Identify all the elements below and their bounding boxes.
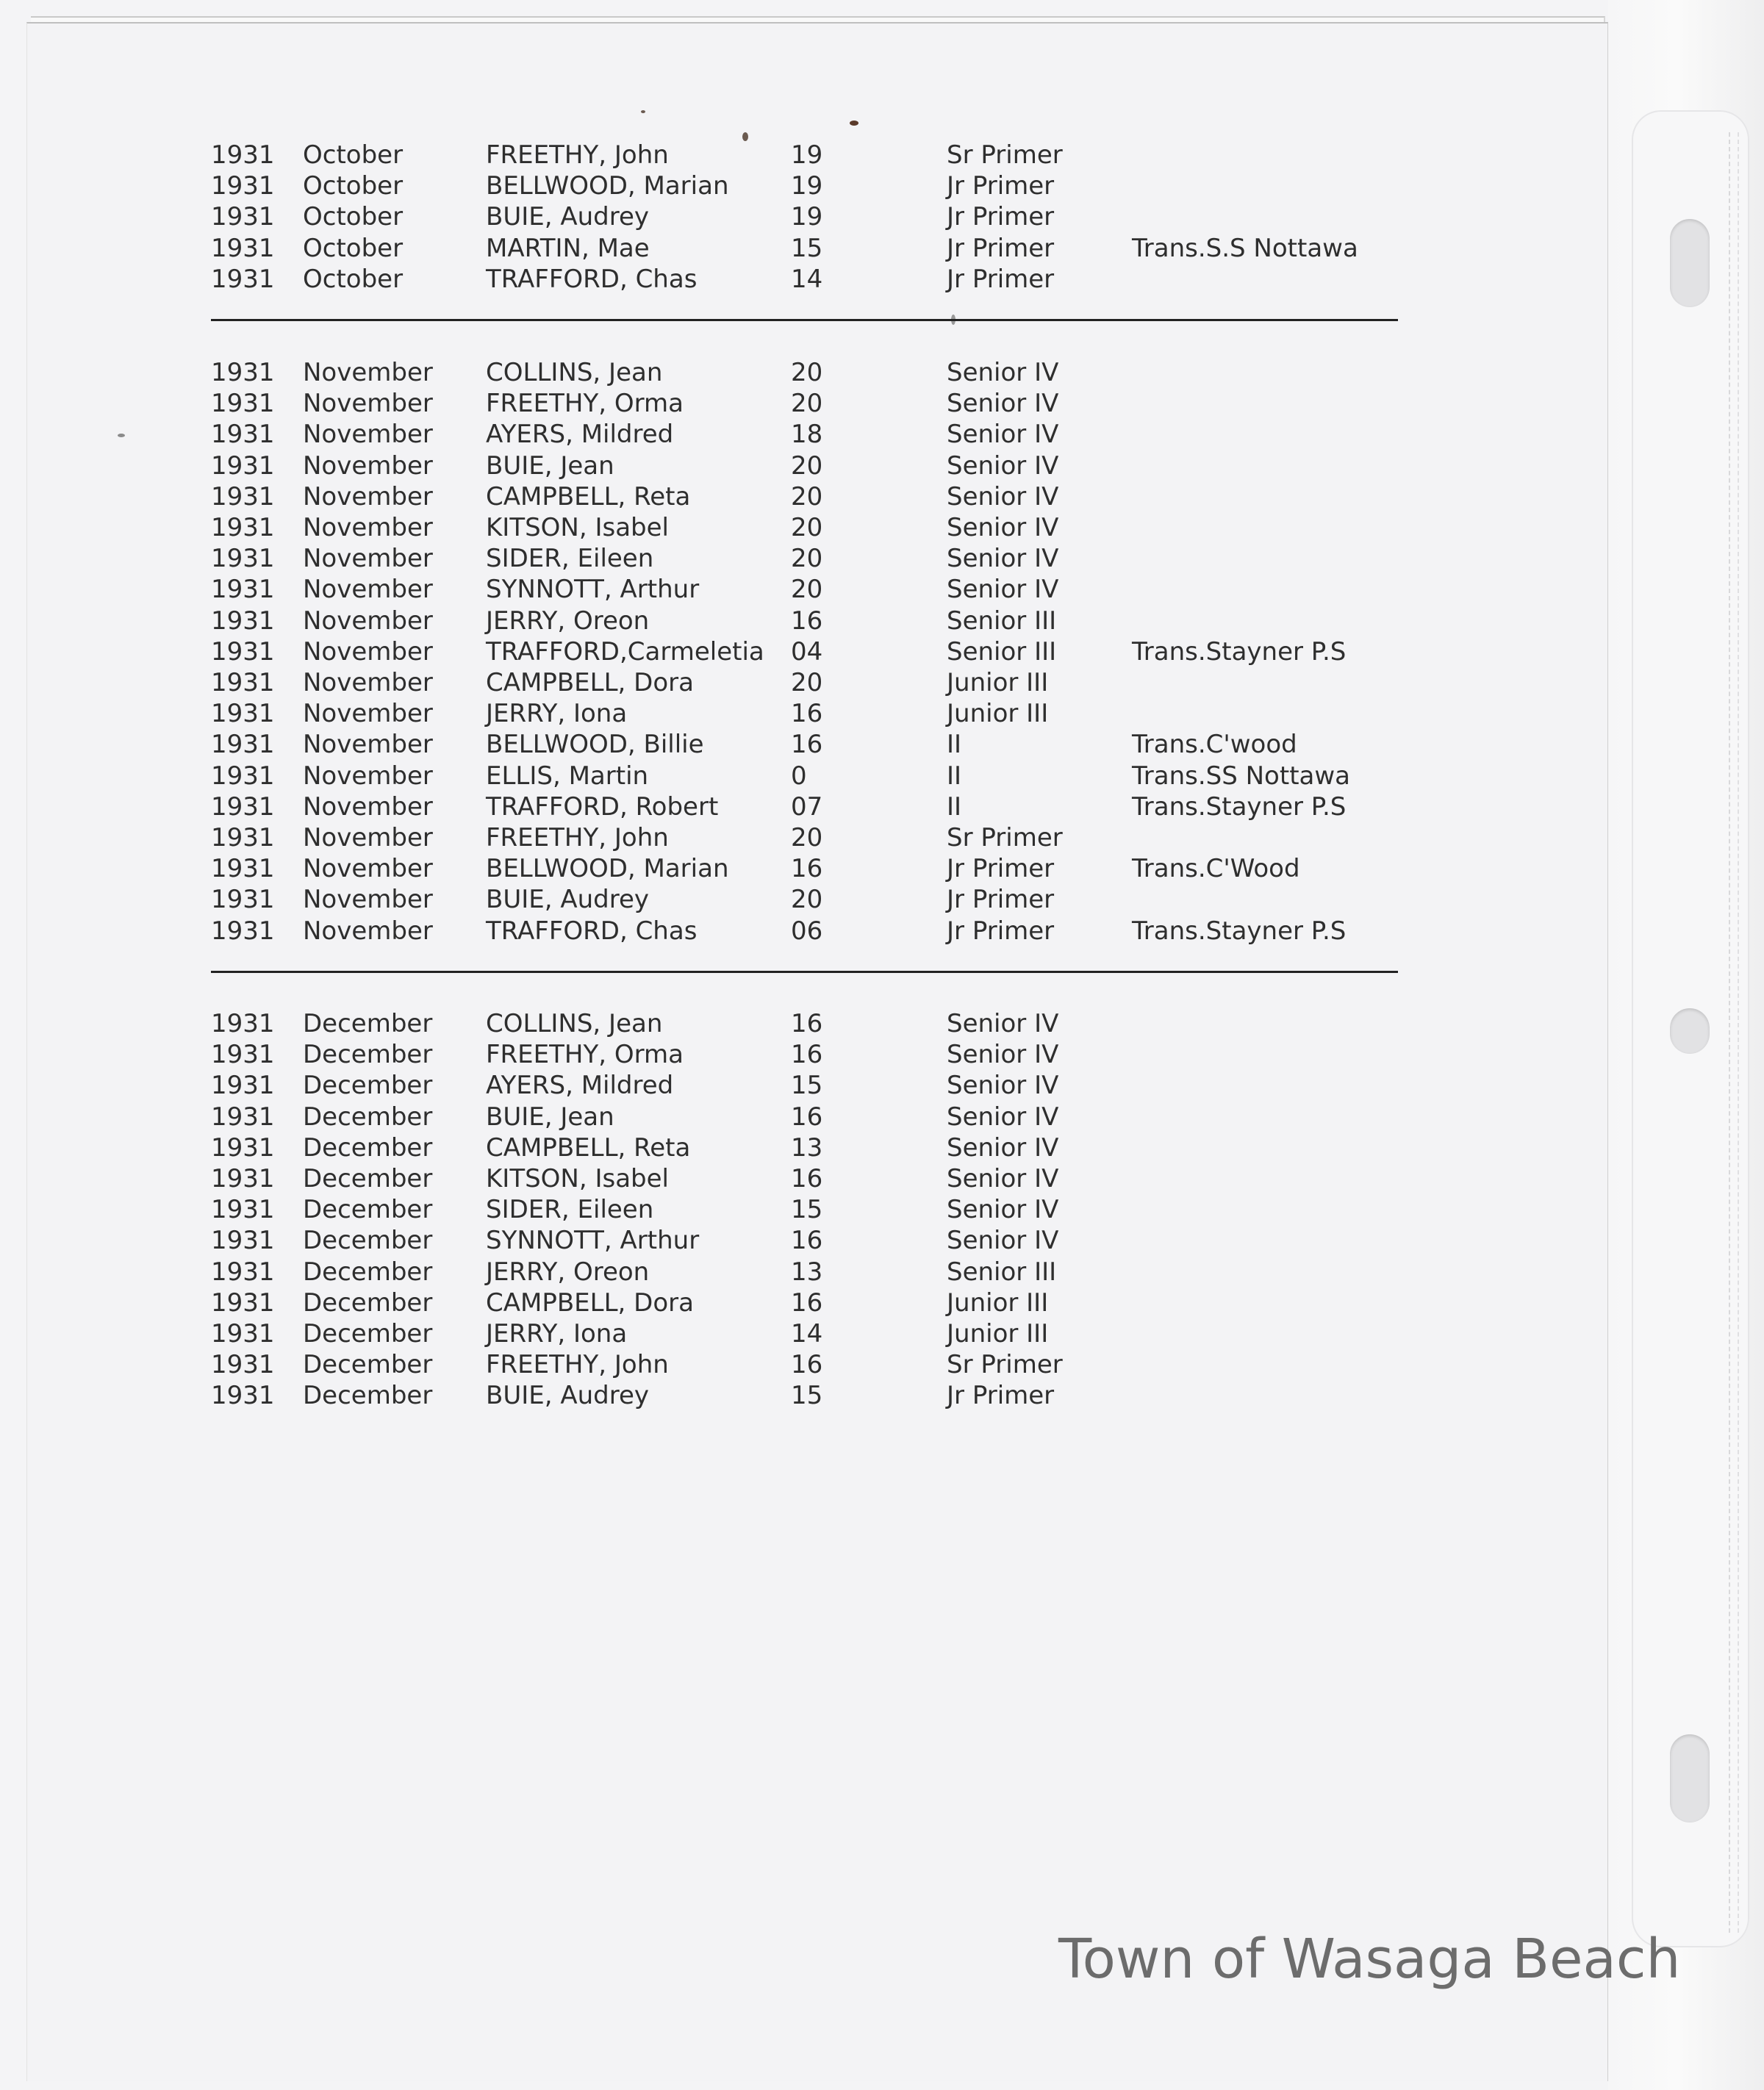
table-row bbox=[0, 1008, 1470, 1039]
table-row bbox=[0, 667, 1470, 698]
score-cell: 20 bbox=[791, 544, 823, 574]
score-cell: 20 bbox=[791, 513, 823, 542]
month-cell: November bbox=[303, 389, 433, 419]
year-cell: 1931 bbox=[211, 358, 275, 387]
year-cell: 1931 bbox=[211, 481, 275, 511]
note-cell: Trans.C'wood bbox=[1132, 730, 1297, 760]
month-cell: November bbox=[303, 699, 433, 729]
student-name-cell: TRAFFORD, Chas bbox=[486, 916, 698, 946]
score-cell: 16 bbox=[791, 1288, 823, 1318]
grade-cell: Sr Primer bbox=[947, 1350, 1063, 1380]
grade-cell: Sr Primer bbox=[947, 140, 1063, 170]
table-row bbox=[0, 1257, 1470, 1288]
note-cell: Trans.Stayner P.S bbox=[1132, 791, 1347, 822]
score-cell: 15 bbox=[791, 1071, 823, 1101]
month-cell: November bbox=[303, 885, 433, 915]
table-row bbox=[0, 1132, 1470, 1163]
month-cell: October bbox=[303, 264, 404, 294]
table-row bbox=[0, 1039, 1470, 1070]
score-cell: 16 bbox=[791, 1009, 823, 1038]
student-name-cell: JERRY, Iona bbox=[486, 1319, 628, 1349]
grade-cell: Jr Primer bbox=[947, 233, 1055, 263]
grade-cell: Senior III bbox=[947, 1257, 1057, 1287]
score-cell: 20 bbox=[791, 358, 823, 387]
month-cell: November bbox=[303, 916, 433, 946]
grade-cell: Senior IV bbox=[947, 544, 1059, 574]
month-cell: December bbox=[303, 1164, 433, 1193]
table-row bbox=[0, 233, 1470, 264]
year-cell: 1931 bbox=[211, 1164, 275, 1193]
grade-cell: Jr Primer bbox=[947, 264, 1055, 294]
student-name-cell: FREETHY, John bbox=[486, 1350, 669, 1380]
month-cell: December bbox=[303, 1071, 433, 1101]
score-cell: 16 bbox=[791, 730, 823, 760]
month-cell: December bbox=[303, 1132, 433, 1163]
score-cell: 13 bbox=[791, 1132, 823, 1163]
month-cell: December bbox=[303, 1102, 433, 1132]
score-cell: 16 bbox=[791, 1350, 823, 1380]
score-cell: 16 bbox=[791, 606, 823, 636]
month-cell: December bbox=[303, 1226, 433, 1256]
student-name-cell: BUIE, Audrey bbox=[486, 202, 649, 232]
note-cell: Trans.Stayner P.S bbox=[1132, 636, 1347, 667]
year-cell: 1931 bbox=[211, 1195, 275, 1225]
table-row bbox=[0, 822, 1470, 853]
table-row bbox=[0, 1288, 1470, 1318]
month-cell: December bbox=[303, 1350, 433, 1380]
score-cell: 20 bbox=[791, 481, 823, 511]
table-row bbox=[0, 1349, 1470, 1380]
grade-cell: Senior IV bbox=[947, 1040, 1059, 1070]
month-cell: October bbox=[303, 171, 404, 201]
table-row bbox=[0, 388, 1470, 419]
student-name-cell: TRAFFORD, Robert bbox=[486, 791, 719, 822]
year-cell: 1931 bbox=[211, 1071, 275, 1101]
year-cell: 1931 bbox=[211, 202, 275, 232]
year-cell: 1931 bbox=[211, 575, 275, 605]
table-row bbox=[0, 264, 1470, 295]
score-cell: 0 bbox=[791, 761, 807, 791]
table-row bbox=[0, 1194, 1470, 1225]
grade-cell: Jr Primer bbox=[947, 885, 1055, 915]
section-divider bbox=[211, 319, 1398, 321]
score-cell: 16 bbox=[791, 1226, 823, 1256]
grade-cell: Senior IV bbox=[947, 1132, 1059, 1163]
year-cell: 1931 bbox=[211, 699, 275, 729]
grade-cell: Junior III bbox=[947, 668, 1049, 697]
table-row bbox=[0, 729, 1470, 760]
year-cell: 1931 bbox=[211, 1132, 275, 1163]
grade-cell: Jr Primer bbox=[947, 854, 1055, 884]
score-cell: 15 bbox=[791, 1381, 823, 1411]
table-row bbox=[0, 761, 1470, 791]
month-cell: December bbox=[303, 1288, 433, 1318]
grade-cell: Junior III bbox=[947, 699, 1049, 729]
table-row bbox=[0, 606, 1470, 636]
grade-cell: Senior IV bbox=[947, 1009, 1059, 1038]
table-row bbox=[0, 1163, 1470, 1194]
score-cell: 20 bbox=[791, 450, 823, 481]
student-name-cell: BUIE, Audrey bbox=[486, 1381, 649, 1411]
student-name-cell: FREETHY, Orma bbox=[486, 1040, 684, 1070]
year-cell: 1931 bbox=[211, 1381, 275, 1411]
month-cell: November bbox=[303, 668, 433, 697]
year-cell: 1931 bbox=[211, 513, 275, 542]
year-cell: 1931 bbox=[211, 823, 275, 852]
student-name-cell: AYERS, Mildred bbox=[486, 1071, 674, 1101]
year-cell: 1931 bbox=[211, 885, 275, 915]
year-cell: 1931 bbox=[211, 420, 275, 450]
score-cell: 07 bbox=[791, 791, 823, 822]
year-cell: 1931 bbox=[211, 1350, 275, 1380]
grade-cell: Jr Primer bbox=[947, 1381, 1055, 1411]
month-cell: November bbox=[303, 420, 433, 450]
grade-cell: II bbox=[947, 761, 962, 791]
table-row bbox=[0, 853, 1470, 884]
grade-cell: Senior IV bbox=[947, 513, 1059, 542]
score-cell: 16 bbox=[791, 1102, 823, 1132]
student-name-cell: COLLINS, Jean bbox=[486, 1009, 663, 1038]
table-row bbox=[0, 357, 1470, 388]
student-name-cell: KITSON, Isabel bbox=[486, 1164, 670, 1193]
score-cell: 04 bbox=[791, 636, 823, 667]
grade-cell: Sr Primer bbox=[947, 823, 1063, 852]
score-cell: 19 bbox=[791, 140, 823, 170]
month-cell: November bbox=[303, 575, 433, 605]
grade-cell: Senior IV bbox=[947, 1226, 1059, 1256]
student-name-cell: BUIE, Audrey bbox=[486, 885, 649, 915]
year-cell: 1931 bbox=[211, 233, 275, 263]
month-cell: November bbox=[303, 544, 433, 574]
grade-cell: Jr Primer bbox=[947, 171, 1055, 201]
table-row bbox=[0, 481, 1470, 512]
student-name-cell: CAMPBELL, Dora bbox=[486, 1288, 694, 1318]
table-row bbox=[0, 201, 1470, 232]
year-cell: 1931 bbox=[211, 1009, 275, 1038]
grade-cell: Senior IV bbox=[947, 389, 1059, 419]
score-cell: 20 bbox=[791, 389, 823, 419]
year-cell: 1931 bbox=[211, 636, 275, 667]
table-row bbox=[0, 884, 1470, 915]
score-cell: 13 bbox=[791, 1257, 823, 1287]
grade-cell: II bbox=[947, 730, 962, 760]
student-name-cell: KITSON, Isabel bbox=[486, 513, 670, 542]
grade-cell: Senior IV bbox=[947, 575, 1059, 605]
student-name-cell: BELLWOOD, Billie bbox=[486, 730, 704, 760]
student-name-cell: AYERS, Mildred bbox=[486, 420, 674, 450]
month-cell: December bbox=[303, 1009, 433, 1038]
score-cell: 16 bbox=[791, 1040, 823, 1070]
grade-cell: Junior III bbox=[947, 1288, 1049, 1318]
grade-cell: Senior IV bbox=[947, 420, 1059, 450]
score-cell: 20 bbox=[791, 823, 823, 852]
grade-cell: II bbox=[947, 791, 962, 822]
table-row bbox=[0, 1102, 1470, 1132]
note-cell: Trans.SS Nottawa bbox=[1132, 761, 1351, 791]
section-divider bbox=[211, 971, 1398, 973]
student-name-cell: SYNNOTT, Arthur bbox=[486, 1226, 700, 1256]
month-cell: November bbox=[303, 481, 433, 511]
year-cell: 1931 bbox=[211, 1288, 275, 1318]
grade-cell: Senior IV bbox=[947, 481, 1059, 511]
month-cell: December bbox=[303, 1381, 433, 1411]
score-cell: 16 bbox=[791, 699, 823, 729]
score-cell: 19 bbox=[791, 202, 823, 232]
month-cell: December bbox=[303, 1319, 433, 1349]
student-name-cell: COLLINS, Jean bbox=[486, 358, 663, 387]
table-row bbox=[0, 698, 1470, 729]
student-name-cell: SYNNOTT, Arthur bbox=[486, 575, 700, 605]
month-cell: October bbox=[303, 202, 404, 232]
table-row bbox=[0, 450, 1470, 481]
score-cell: 16 bbox=[791, 854, 823, 884]
month-cell: November bbox=[303, 450, 433, 481]
month-cell: December bbox=[303, 1195, 433, 1225]
month-cell: November bbox=[303, 854, 433, 884]
student-name-cell: FREETHY, John bbox=[486, 823, 669, 852]
month-cell: November bbox=[303, 730, 433, 760]
year-cell: 1931 bbox=[211, 1257, 275, 1287]
year-cell: 1931 bbox=[211, 668, 275, 697]
grade-cell: Junior III bbox=[947, 1319, 1049, 1349]
student-name-cell: CAMPBELL, Reta bbox=[486, 481, 691, 511]
student-name-cell: CAMPBELL, Dora bbox=[486, 668, 694, 697]
year-cell: 1931 bbox=[211, 264, 275, 294]
student-name-cell: BUIE, Jean bbox=[486, 450, 614, 481]
month-cell: December bbox=[303, 1257, 433, 1287]
score-cell: 19 bbox=[791, 171, 823, 201]
score-cell: 14 bbox=[791, 1319, 823, 1349]
year-cell: 1931 bbox=[211, 171, 275, 201]
student-name-cell: SIDER, Eileen bbox=[486, 1195, 654, 1225]
table-row bbox=[0, 170, 1470, 201]
month-cell: November bbox=[303, 791, 433, 822]
grade-cell: Senior IV bbox=[947, 358, 1059, 387]
student-name-cell: JERRY, Oreon bbox=[486, 606, 650, 636]
table-row bbox=[0, 636, 1470, 667]
table-row bbox=[0, 1070, 1470, 1101]
year-cell: 1931 bbox=[211, 761, 275, 791]
year-cell: 1931 bbox=[211, 544, 275, 574]
year-cell: 1931 bbox=[211, 450, 275, 481]
year-cell: 1931 bbox=[211, 730, 275, 760]
table-row bbox=[0, 1318, 1470, 1349]
watermark-text: Town of Wasaga Beach bbox=[1058, 1928, 1681, 1991]
year-cell: 1931 bbox=[211, 791, 275, 822]
table-row bbox=[0, 916, 1470, 947]
table-row bbox=[0, 419, 1470, 450]
year-cell: 1931 bbox=[211, 1102, 275, 1132]
score-cell: 20 bbox=[791, 668, 823, 697]
month-cell: October bbox=[303, 233, 404, 263]
student-name-cell: BELLWOOD, Marian bbox=[486, 171, 729, 201]
student-name-cell: TRAFFORD, Chas bbox=[486, 264, 698, 294]
score-cell: 20 bbox=[791, 575, 823, 605]
grade-cell: Jr Primer bbox=[947, 916, 1055, 946]
month-cell: November bbox=[303, 358, 433, 387]
score-cell: 14 bbox=[791, 264, 823, 294]
score-cell: 15 bbox=[791, 233, 823, 263]
student-name-cell: ELLIS, Martin bbox=[486, 761, 649, 791]
note-cell: Trans.Stayner P.S bbox=[1132, 916, 1347, 946]
table-row bbox=[0, 1380, 1470, 1411]
grade-cell: Senior IV bbox=[947, 450, 1059, 481]
month-cell: October bbox=[303, 140, 404, 170]
grade-cell: Senior IV bbox=[947, 1164, 1059, 1193]
month-cell: November bbox=[303, 606, 433, 636]
year-cell: 1931 bbox=[211, 854, 275, 884]
student-name-cell: JERRY, Oreon bbox=[486, 1257, 650, 1287]
year-cell: 1931 bbox=[211, 140, 275, 170]
note-cell: Trans.S.S Nottawa bbox=[1132, 233, 1358, 263]
student-name-cell: SIDER, Eileen bbox=[486, 544, 654, 574]
score-cell: 15 bbox=[791, 1195, 823, 1225]
table-row bbox=[0, 1225, 1470, 1256]
score-cell: 18 bbox=[791, 420, 823, 450]
grade-cell: Senior IV bbox=[947, 1071, 1059, 1101]
year-cell: 1931 bbox=[211, 389, 275, 419]
student-name-cell: BELLWOOD, Marian bbox=[486, 854, 729, 884]
year-cell: 1931 bbox=[211, 606, 275, 636]
grade-cell: Senior IV bbox=[947, 1102, 1059, 1132]
student-name-cell: BUIE, Jean bbox=[486, 1102, 614, 1132]
student-name-cell: CAMPBELL, Reta bbox=[486, 1132, 691, 1163]
student-name-cell: JERRY, Iona bbox=[486, 699, 628, 729]
table-row bbox=[0, 574, 1470, 605]
grade-cell: Senior III bbox=[947, 606, 1057, 636]
score-cell: 16 bbox=[791, 1164, 823, 1193]
year-cell: 1931 bbox=[211, 1226, 275, 1256]
grade-cell: Jr Primer bbox=[947, 202, 1055, 232]
grade-cell: Senior III bbox=[947, 636, 1057, 667]
month-cell: November bbox=[303, 823, 433, 852]
score-cell: 06 bbox=[791, 916, 823, 946]
table-row bbox=[0, 512, 1470, 543]
student-name-cell: FREETHY, John bbox=[486, 140, 669, 170]
student-name-cell: TRAFFORD,Carmeletia bbox=[486, 636, 764, 667]
note-cell: Trans.C'Wood bbox=[1132, 854, 1300, 884]
table-row bbox=[0, 543, 1470, 574]
table-row bbox=[0, 791, 1470, 822]
student-name-cell: MARTIN, Mae bbox=[486, 233, 650, 263]
grade-cell: Senior IV bbox=[947, 1195, 1059, 1225]
year-cell: 1931 bbox=[211, 1319, 275, 1349]
month-cell: November bbox=[303, 513, 433, 542]
table-row bbox=[0, 140, 1470, 170]
year-cell: 1931 bbox=[211, 1040, 275, 1070]
month-cell: November bbox=[303, 761, 433, 791]
month-cell: November bbox=[303, 636, 433, 667]
student-name-cell: FREETHY, Orma bbox=[486, 389, 684, 419]
year-cell: 1931 bbox=[211, 916, 275, 946]
score-cell: 20 bbox=[791, 885, 823, 915]
month-cell: December bbox=[303, 1040, 433, 1070]
